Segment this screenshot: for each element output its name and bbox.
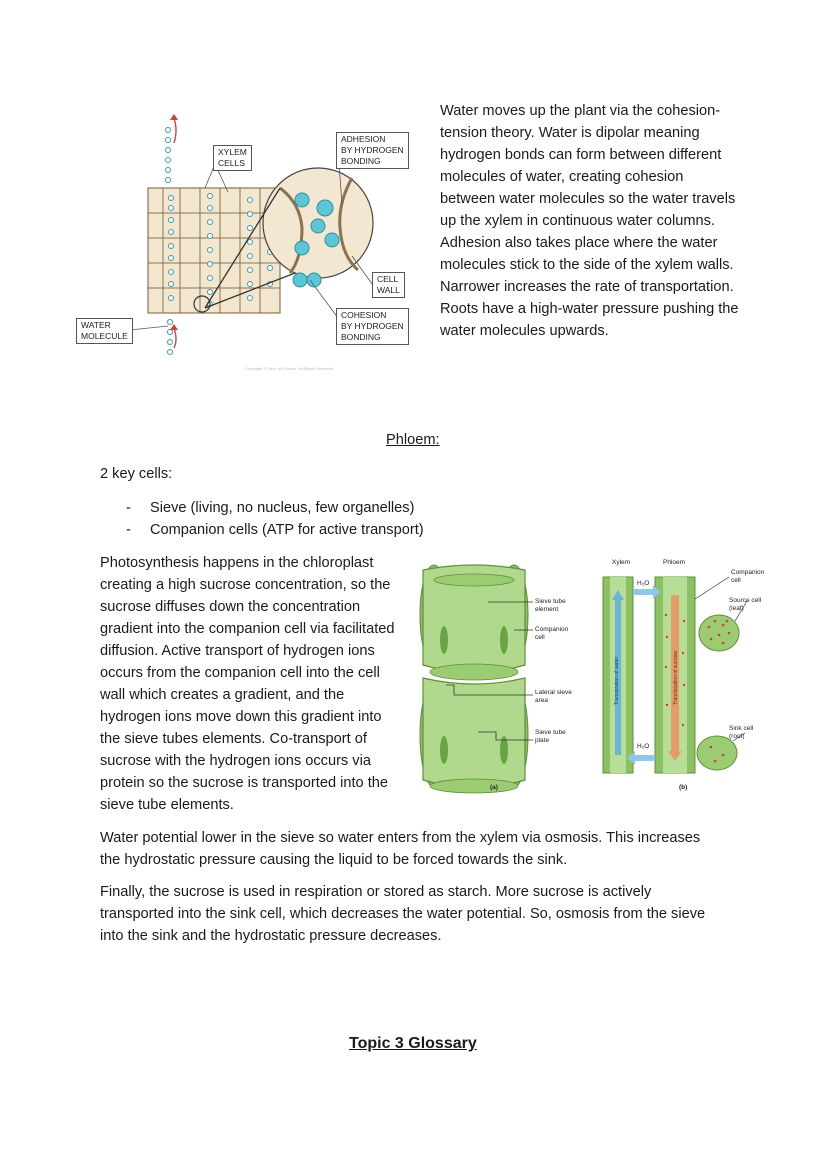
label-cell-wall: CELL WALL xyxy=(372,272,405,298)
label-sieve-plate: Sieve tube plate xyxy=(535,729,566,744)
key-cells-intro: 2 key cells: xyxy=(100,466,173,482)
label-xylem-cells: XYLEM CELLS xyxy=(213,145,252,171)
glossary-heading: Topic 3 Glossary xyxy=(349,1035,477,1052)
label-xylem: Xylem xyxy=(612,559,631,566)
xylem-paragraph: Water moves up the plant via the cohesion-tension theory. Water is dipolar meaning hydrogen bonds can form between different molecules of water, creating cohesion between water molecules so the water travels up the xylem in continuous water columns. Adhesion also takes place where the water molecules stick to the side of the xylem walls. Narrower increases the rate of transportation. Roots have a high-water pressure pushing the water molecules upwards. xyxy=(440,103,739,339)
label-companion-cell: Companion cell xyxy=(535,626,569,641)
label-adhesion: ADHESION BY HYDROGEN BONDING xyxy=(336,132,409,169)
label-source-cell: Source cell (leaf) xyxy=(729,597,762,612)
label-companion-cell-b: Companion cell xyxy=(731,569,765,584)
label-sink-cell: Sink cell (root) xyxy=(729,725,754,740)
label-cohesion: COHESION BY HYDROGEN BONDING xyxy=(336,308,409,345)
label-h2o-top: H₂O xyxy=(637,580,650,587)
list-item: - Sieve (living, no nucleus, few organelles) xyxy=(100,497,600,519)
translocation-graphic xyxy=(595,555,770,795)
xylem-diagram xyxy=(70,108,420,378)
phloem-paragraph-2: Water potential lower in the sieve so water enters from the xylem via osmosis. This increases the hydrostatic pressure causing the liquid to be forced towards the sink. xyxy=(100,830,701,868)
label-sieve-tube-element: Sieve tube element xyxy=(535,598,566,613)
translocation-diagram xyxy=(595,555,770,795)
phloem-heading: Phloem: xyxy=(386,432,440,448)
sieve-tube-diagram xyxy=(418,560,603,800)
sieve-tube-graphic xyxy=(418,560,603,800)
label-transpiration: Transpiration of water xyxy=(614,656,620,705)
phloem-paragraph-3: Finally, the sucrose is used in respiration or stored as starch. More sucrose is actively transported into the sink cell, which decreases the water potential. So, osmosis from the sieve into the sink and the hydrostatic pressure decreases. xyxy=(100,884,706,944)
label-water-molecule: WATER MOLECULE xyxy=(76,318,133,344)
phloem-paragraph-1: Photosynthesis happens in the chloroplast creating a high sucrose concentration, so the sucrose diffuses down the concentration gradient into the companion cell via facilitated diffusion. Active transport of hydrogen ions occurs from the companion cell into the cell wall which creates a gradient, and the hydrogen ions move down this gradient into the sieve tubes elements. Co-transport of sucrose with the hydrogen ions occurs via protein so the sucrose is transported into the sieve tube elements. xyxy=(100,552,800,816)
label-h2o-bottom: H₂O xyxy=(637,743,650,750)
label-lateral-sieve: Lateral sieve area xyxy=(535,689,572,704)
key-cells-list xyxy=(100,497,600,541)
caption-a: (a) xyxy=(490,784,498,791)
caption-b: (b) xyxy=(679,784,688,791)
label-translocation: Translocation of sucrose xyxy=(673,650,679,705)
copyright-text: Copyright © Save My Exams. All Rights Reserved xyxy=(245,366,334,371)
label-phloem: Phloem xyxy=(663,559,686,566)
list-item: - Companion cells (ATP for active transport) xyxy=(100,519,600,541)
